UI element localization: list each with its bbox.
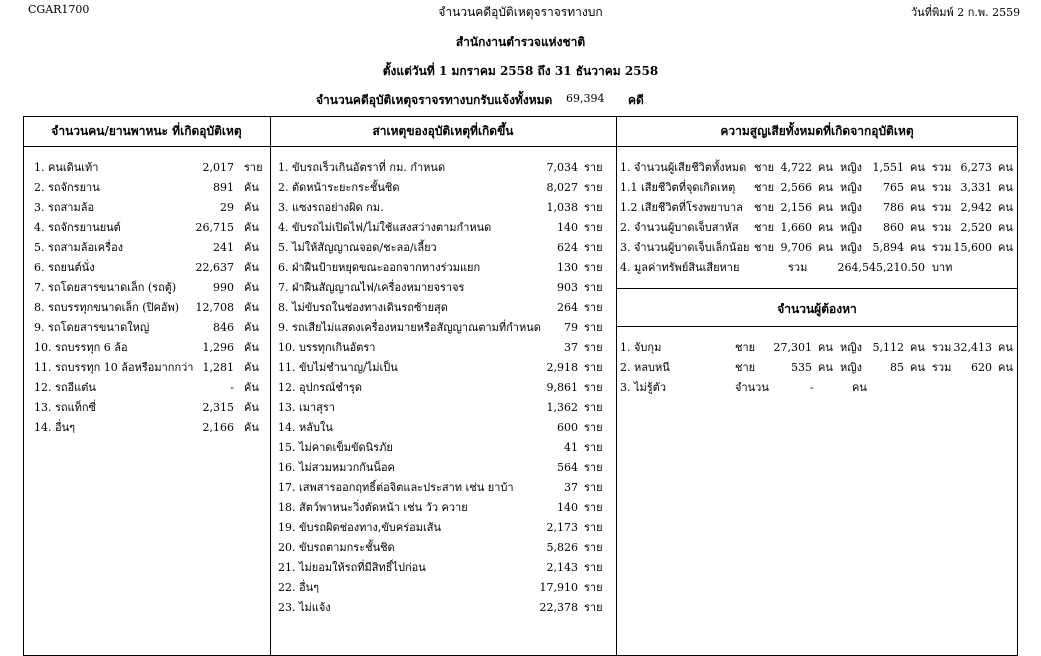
cause-unit: ราย [584, 181, 603, 194]
loss-male-word: ชาย [754, 161, 775, 174]
vehicle-unit: คัน [244, 301, 259, 314]
cause-label: 19. ขับรถผิดช่องทาง,ขับคร่อมเส้น [278, 521, 442, 534]
causes-heading: สาเหตุของอุบัติเหตุที่เกิดขึ้น [372, 124, 514, 138]
suspect-female-word: หญิง [840, 341, 862, 354]
cause-label: 5. ไม่ให้สัญญาณจอด/ชะลอ/เลี้ยว [278, 241, 437, 254]
vehicle-label: 1. คนเดินเท้า [34, 161, 99, 174]
cause-row [278, 418, 612, 438]
vehicle-label: 14. อื่นๆ [34, 421, 76, 434]
loss-male-unit: คน [818, 221, 833, 234]
loss-row [620, 198, 1016, 218]
property-damage-unit: บาท [932, 261, 953, 274]
cause-label: 2. ตัดหน้าระยะกระชั้นชิด [278, 181, 400, 194]
cause-label: 10. บรรทุกเกินอัตรา [278, 341, 376, 354]
suspects-heading-divider [616, 326, 1018, 327]
cause-value: 17,910 [539, 581, 578, 594]
vehicle-row [34, 418, 264, 438]
cause-row [278, 398, 612, 418]
cause-label: 12. อุปกรณ์ชำรุด [278, 381, 363, 394]
suspect-row [620, 358, 1016, 378]
loss-female-unit: คน [910, 241, 925, 254]
suspect-male-unit: คน [818, 361, 833, 374]
cause-unit: ราย [584, 261, 603, 274]
cause-unit: ราย [584, 501, 603, 514]
suspect-total-unit: คน [998, 361, 1013, 374]
vehicle-value: 22,637 [195, 261, 234, 274]
cause-value: 2,143 [546, 561, 578, 574]
cause-label: 8. ไม่ขับรถในช่องทางเดินรถซ้ายสุด [278, 301, 448, 314]
cause-row [278, 538, 612, 558]
vehicles-heading: จำนวนคน/ยานพาหนะ ที่เกิดอุบัติเหตุ [51, 124, 242, 138]
cause-unit: ราย [584, 201, 603, 214]
loss-total-unit: คน [998, 181, 1013, 194]
suspect-female-value: 85 [890, 361, 904, 374]
cause-label: 14. หลับใน [278, 421, 333, 434]
loss-total-unit: คน [998, 221, 1013, 234]
cause-label: 22. อื่นๆ [278, 581, 320, 594]
vehicle-label: 13. รถแท็กซี่ [34, 401, 97, 414]
cause-unit: ราย [584, 161, 603, 174]
loss-female-value: 860 [883, 221, 904, 234]
cause-value: 37 [564, 481, 578, 494]
cause-unit: ราย [584, 241, 603, 254]
report-title: จำนวนคดีอุบัติเหตุจราจรทางบก [438, 5, 603, 19]
loss-label: 2. จำนวนผู้บาดเจ็บสาหัส [620, 221, 739, 234]
vehicle-value: 846 [213, 321, 234, 334]
vehicle-value: 26,715 [195, 221, 234, 234]
suspect-total-word: รวม [932, 341, 952, 354]
cause-unit: ราย [584, 401, 603, 414]
vehicle-row [34, 358, 264, 378]
loss-label: 1. จำนวนผู้เสียชีวิตทั้งหมด [620, 161, 747, 174]
suspect-total-unit: คน [998, 341, 1013, 354]
cause-row [278, 478, 612, 498]
cause-row [278, 318, 612, 338]
suspect-unknown-row [620, 378, 1020, 398]
cause-unit: ราย [584, 421, 603, 434]
loss-male-word: ชาย [754, 201, 775, 214]
vehicle-unit: คัน [244, 321, 259, 334]
cause-row [278, 578, 612, 598]
cause-unit: ราย [584, 281, 603, 294]
column-divider-1 [270, 116, 271, 656]
loss-female-unit: คน [910, 181, 925, 194]
cause-row [278, 278, 612, 298]
cause-unit: ราย [584, 481, 603, 494]
vehicle-unit: คัน [244, 341, 259, 354]
loss-row [620, 218, 1016, 238]
loss-label: 3. จำนวนผู้บาดเจ็บเล็กน้อย [620, 241, 750, 254]
loss-female-value: 5,894 [872, 241, 904, 254]
loss-male-unit: คน [818, 241, 833, 254]
cause-value: 264 [557, 301, 578, 314]
cause-value: 140 [557, 501, 578, 514]
cause-row [278, 178, 612, 198]
vehicle-row [34, 318, 264, 338]
cause-label: 15. ไม่คาดเข็มขัดนิรภัย [278, 441, 393, 454]
vehicle-value: 12,708 [195, 301, 234, 314]
cause-unit: ราย [584, 361, 603, 374]
cause-label: 13. เมาสุรา [278, 401, 335, 414]
property-damage-label: 4. มูลค่าทรัพย์สินเสียหาย [620, 261, 740, 274]
loss-female-value: 786 [883, 201, 904, 214]
suspect-total-value: 32,413 [953, 341, 992, 354]
suspect-unknown-unit: คน [852, 381, 867, 394]
cause-unit: ราย [584, 541, 603, 554]
cause-row [278, 378, 612, 398]
vehicle-label: 10. รถบรรทุก 6 ล้อ [34, 341, 128, 354]
vehicle-unit: คัน [244, 201, 259, 214]
cause-value: 37 [564, 341, 578, 354]
vehicle-value: 2,315 [202, 401, 234, 414]
suspect-unknown-value: - [810, 381, 814, 394]
cause-label: 17. เสพสารออกฤทธิ์ต่อจิตและประสาท เช่น ยาบ้า [278, 481, 514, 494]
cause-row [278, 498, 612, 518]
cause-row [278, 438, 612, 458]
suspect-male-value: 535 [791, 361, 812, 374]
loss-total-value: 2,942 [960, 201, 992, 214]
loss-male-word: ชาย [754, 181, 775, 194]
loss-female-word: หญิง [840, 241, 862, 254]
cause-value: 600 [557, 421, 578, 434]
suspect-female-word: หญิง [840, 361, 862, 374]
vehicle-unit: คัน [244, 401, 259, 414]
loss-total-unit: คน [998, 201, 1013, 214]
total-cases-value: 69,394 [566, 92, 605, 105]
cause-value: 2,918 [546, 361, 578, 374]
vehicle-value: 29 [220, 201, 234, 214]
cause-value: 1,362 [546, 401, 578, 414]
cause-label: 7. ฝ่าฝืนสัญญาณไฟ/เครื่องหมายจราจร [278, 281, 465, 294]
cause-value: 79 [564, 321, 578, 334]
loss-female-word: หญิง [840, 161, 862, 174]
vehicle-row [34, 238, 264, 258]
cause-label: 9. รถเสียไม่แสดงเครื่องหมายหรือสัญญาณตามที่กำหนด [278, 321, 541, 334]
cause-row [278, 218, 612, 238]
loss-male-word: ชาย [754, 221, 775, 234]
vehicle-value: 891 [213, 181, 234, 194]
vehicle-value: 990 [213, 281, 234, 294]
loss-total-word: รวม [932, 201, 952, 214]
cause-label: 3. แซงรถอย่างผิด กม. [278, 201, 384, 214]
cause-label: 18. สัตว์พาหนะวิ่งตัดหน้า เช่น วัว ควาย [278, 501, 468, 514]
cause-unit: ราย [584, 581, 603, 594]
vehicle-row [34, 278, 264, 298]
suspect-female-unit: คน [910, 341, 925, 354]
cause-row [278, 458, 612, 478]
vehicle-unit: คัน [244, 221, 259, 234]
cause-unit: ราย [584, 321, 603, 334]
cause-unit: ราย [584, 521, 603, 534]
report-code: CGAR1700 [28, 3, 90, 16]
suspect-label: 1. จับกุม [620, 341, 662, 354]
suspect-female-unit: คน [910, 361, 925, 374]
cause-row [278, 598, 612, 618]
cause-label: 11. ขับไม่ชำนาญ/ไม่เป็น [278, 361, 398, 374]
vehicle-unit: คัน [244, 281, 259, 294]
cause-value: 41 [564, 441, 578, 454]
cause-value: 7,034 [546, 161, 578, 174]
cause-value: 624 [557, 241, 578, 254]
vehicle-row [34, 298, 264, 318]
loss-female-value: 765 [883, 181, 904, 194]
loss-female-unit: คน [910, 161, 925, 174]
loss-male-unit: คน [818, 181, 833, 194]
loss-female-unit: คน [910, 221, 925, 234]
property-damage-value: 264,545,210.50 [837, 261, 925, 274]
suspects-top-divider [616, 288, 1018, 289]
vehicle-value: 1,296 [202, 341, 234, 354]
cause-row [278, 558, 612, 578]
loss-total-value: 6,273 [960, 161, 992, 174]
loss-male-value: 9,706 [780, 241, 812, 254]
suspect-unknown-count-label: จำนวน [735, 381, 769, 394]
vehicle-label: 6. รถยนต์นั่ง [34, 261, 95, 274]
cause-label: 16. ไม่สวมหมวกกันน็อค [278, 461, 395, 474]
cause-value: 903 [557, 281, 578, 294]
vehicle-row [34, 338, 264, 358]
cause-row [278, 338, 612, 358]
loss-row [620, 158, 1016, 178]
column-divider-2 [616, 116, 617, 656]
suspect-male-value: 27,301 [773, 341, 812, 354]
loss-male-unit: คน [818, 201, 833, 214]
loss-total-word: รวม [932, 161, 952, 174]
cause-value: 1,038 [546, 201, 578, 214]
loss-row [620, 178, 1016, 198]
loss-total-word: รวม [932, 181, 952, 194]
vehicle-label: 2. รถจักรยาน [34, 181, 100, 194]
cause-value: 2,173 [546, 521, 578, 534]
cause-unit: ราย [584, 301, 603, 314]
total-cases-unit: คดี [628, 93, 644, 107]
cause-value: 22,378 [539, 601, 578, 614]
property-damage-row [620, 258, 1020, 278]
loss-female-word: หญิง [840, 181, 862, 194]
cause-row [278, 158, 612, 178]
vehicle-unit: คัน [244, 241, 259, 254]
vehicle-value: 2,017 [202, 161, 234, 174]
suspect-male-unit: คน [818, 341, 833, 354]
suspect-male-word: ชาย [735, 341, 756, 354]
vehicle-unit: คัน [244, 181, 259, 194]
cause-unit: ราย [584, 441, 603, 454]
loss-male-word: ชาย [754, 241, 775, 254]
loss-total-unit: คน [998, 161, 1013, 174]
loss-total-value: 15,600 [953, 241, 992, 254]
vehicle-unit: คัน [244, 381, 259, 394]
suspect-female-value: 5,112 [872, 341, 904, 354]
cause-row [278, 518, 612, 538]
vehicle-label: 12. รถอีแต๋น [34, 381, 96, 394]
vehicle-row [34, 198, 264, 218]
cause-unit: ราย [584, 461, 603, 474]
vehicle-row [34, 218, 264, 238]
vehicle-unit: คัน [244, 261, 259, 274]
vehicle-label: 8. รถบรรทุกขนาดเล็ก (ปิคอัพ) [34, 301, 180, 314]
print-date: วันที่พิมพ์ 2 ก.พ. 2559 [911, 6, 1021, 19]
cause-unit: ราย [584, 221, 603, 234]
cause-label: 4. ขับรถไม่เปิดไฟ/ไม่ใช้แสงสว่างตามกำหนด [278, 221, 492, 234]
losses-heading: ความสูญเสียทั้งหมดที่เกิดจากอุบัติเหตุ [720, 124, 914, 138]
loss-male-value: 2,156 [780, 201, 812, 214]
loss-female-word: หญิง [840, 201, 862, 214]
vehicle-value: - [230, 381, 234, 394]
vehicle-row [34, 258, 264, 278]
agency-name: สำนักงานตำรวจแห่งชาติ [455, 35, 586, 49]
cause-unit: ราย [584, 561, 603, 574]
vehicle-label: 11. รถบรรทุก 10 ล้อหรือมากกว่า [34, 361, 194, 374]
cause-label: 1. ขับรถเร็วเกินอัตราที่ กม. กำหนด [278, 161, 446, 174]
vehicle-label: 9. รถโดยสารขนาดใหญ่ [34, 321, 150, 334]
loss-total-value: 3,331 [960, 181, 992, 194]
vehicle-label: 5. รถสามล้อเครื่อง [34, 241, 124, 254]
cause-label: 21. ไม่ยอมให้รถที่มีสิทธิ์ไปก่อน [278, 561, 426, 574]
loss-male-unit: คน [818, 161, 833, 174]
vehicle-unit: คัน [244, 421, 259, 434]
cause-value: 130 [557, 261, 578, 274]
suspect-label: 2. หลบหนี [620, 361, 670, 374]
loss-total-value: 2,520 [960, 221, 992, 234]
cause-unit: ราย [584, 381, 603, 394]
vehicle-unit: คัน [244, 361, 259, 374]
report-period: ตั้งแต่วันที่ 1 มกราคม 2558 ถึง 31 ธันวาคม 2558 [382, 64, 659, 78]
cause-label: 23. ไม่แจ้ง [278, 601, 331, 614]
loss-row [620, 238, 1016, 258]
cause-row [278, 198, 612, 218]
vehicle-value: 241 [213, 241, 234, 254]
loss-total-unit: คน [998, 241, 1013, 254]
cause-row [278, 358, 612, 378]
loss-total-word: รวม [932, 221, 952, 234]
vehicle-row [34, 378, 264, 398]
loss-female-unit: คน [910, 201, 925, 214]
loss-total-word: รวม [932, 241, 952, 254]
loss-label: 1.2 เสียชีวิตที่โรงพยาบาล [620, 201, 743, 214]
loss-label: 1.1 เสียชีวิตที่จุดเกิดเหตุ [620, 181, 736, 194]
suspect-total-value: 620 [971, 361, 992, 374]
header-row-divider [23, 146, 1018, 147]
vehicle-label: 7. รถโดยสารขนาดเล็ก (รถตู้) [34, 281, 177, 294]
vehicle-unit: ราย [244, 161, 263, 174]
suspects-heading: จำนวนผู้ต้องหา [777, 302, 857, 316]
cause-row [278, 258, 612, 278]
cause-label: 6. ฝ่าฝืนป้ายหยุดขณะออกจากทางร่วมแยก [278, 261, 481, 274]
cause-value: 9,861 [546, 381, 578, 394]
property-damage-total-word: รวม [788, 261, 808, 274]
cause-row [278, 298, 612, 318]
suspect-row [620, 338, 1016, 358]
loss-male-value: 4,722 [780, 161, 812, 174]
suspect-unknown-label: 3. ไม่รู้ตัว [620, 381, 667, 394]
vehicle-label: 4. รถจักรยานยนต์ [34, 221, 121, 234]
loss-male-value: 2,566 [780, 181, 812, 194]
cause-label: 20. ขับรถตามกระชั้นชิด [278, 541, 395, 554]
cause-unit: ราย [584, 601, 603, 614]
vehicle-row [34, 398, 264, 418]
vehicle-row [34, 158, 264, 178]
vehicle-label: 3. รถสามล้อ [34, 201, 95, 214]
suspect-total-word: รวม [932, 361, 952, 374]
cause-unit: ราย [584, 341, 603, 354]
total-cases-label: จำนวนคดีอุบัติเหตุจราจรทางบกรับแจ้งทั้งหมด [316, 93, 553, 107]
loss-female-word: หญิง [840, 221, 862, 234]
cause-row [278, 238, 612, 258]
cause-value: 140 [557, 221, 578, 234]
vehicle-row [34, 178, 264, 198]
loss-female-value: 1,551 [872, 161, 904, 174]
loss-male-value: 1,660 [780, 221, 812, 234]
suspect-male-word: ชาย [735, 361, 756, 374]
cause-value: 8,027 [546, 181, 578, 194]
cause-value: 5,826 [546, 541, 578, 554]
vehicle-value: 1,281 [202, 361, 234, 374]
vehicle-value: 2,166 [202, 421, 234, 434]
cause-value: 564 [557, 461, 578, 474]
